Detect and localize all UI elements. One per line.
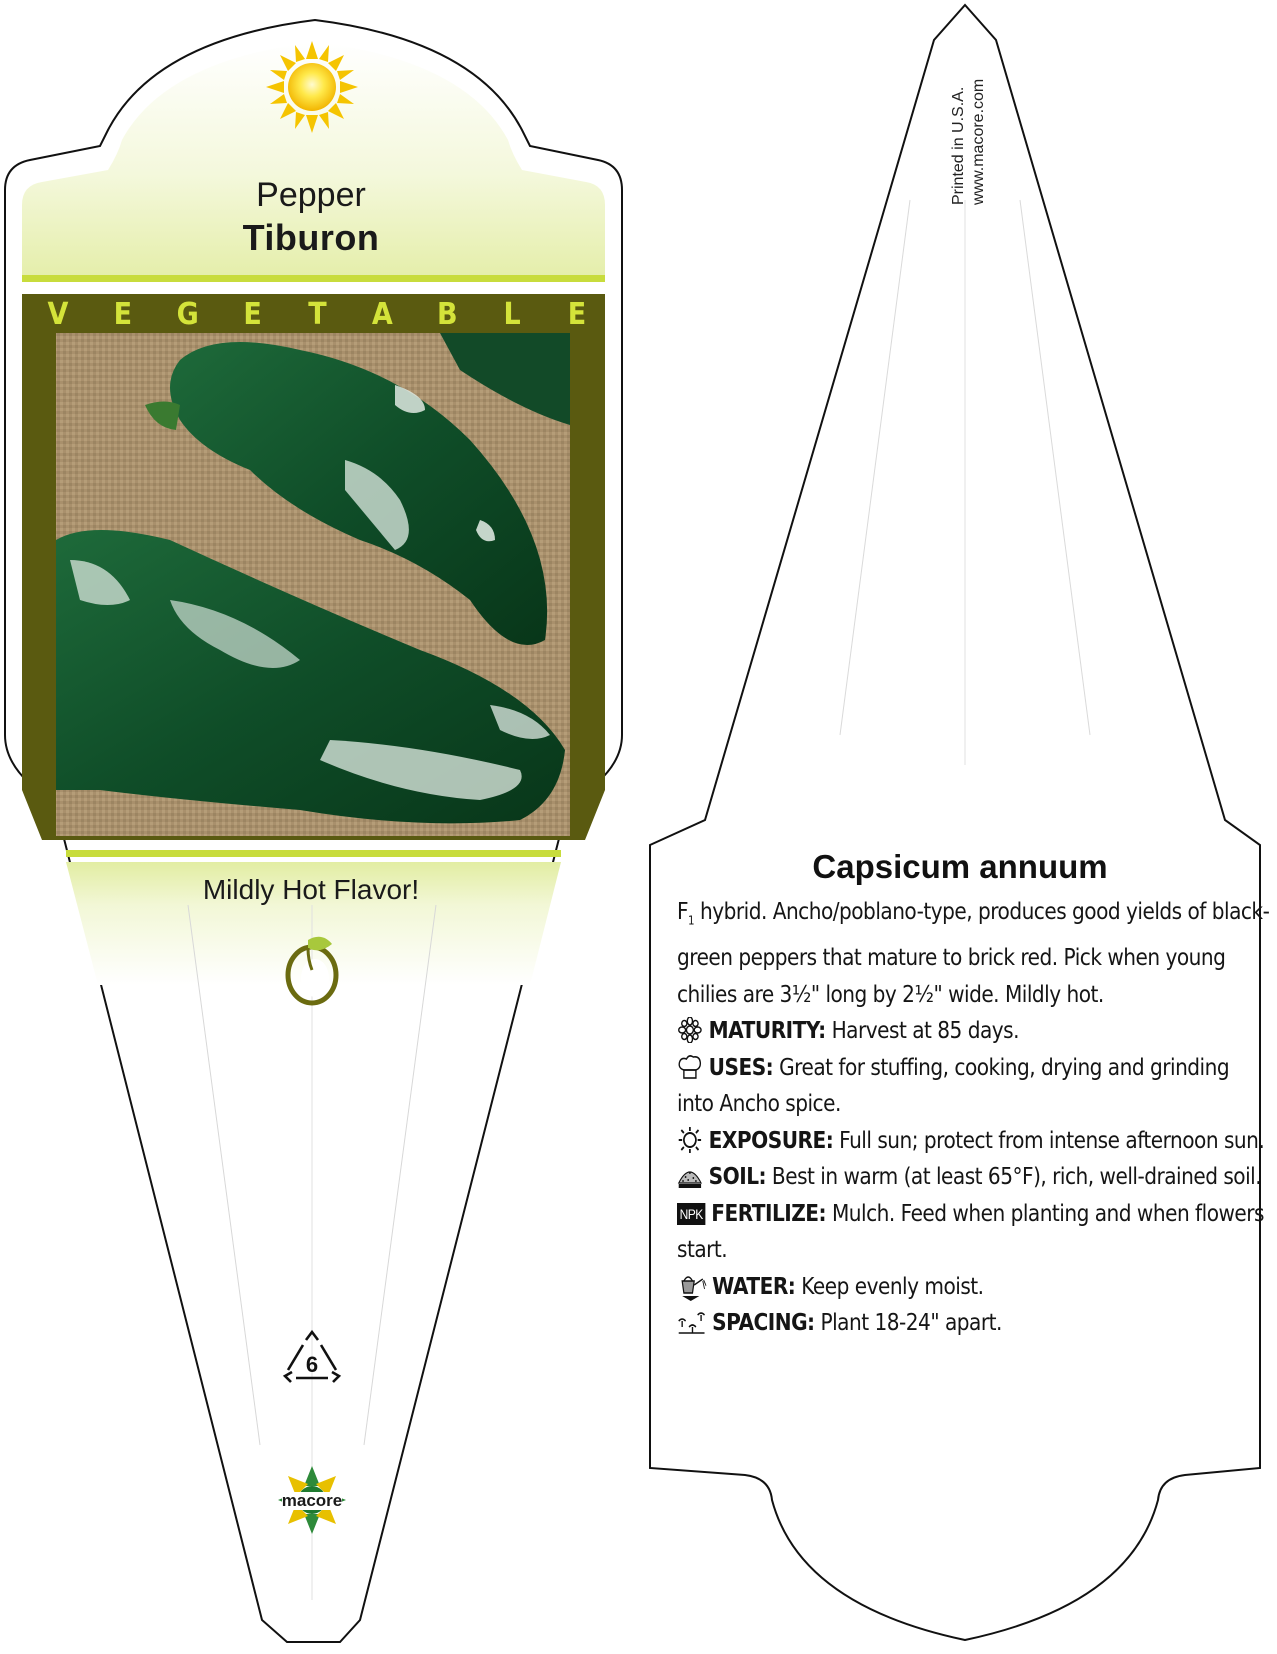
category-letter: L bbox=[503, 297, 521, 332]
spacing-section: SPACING: Plant 18-24" apart. bbox=[677, 1304, 1270, 1341]
sun-outline-icon bbox=[677, 1127, 703, 1153]
care-instructions bbox=[677, 893, 1270, 1341]
back-tag bbox=[640, 0, 1277, 1654]
soil-section: SOIL: Best in warm (at least 65°F), rich, well-drained soil. bbox=[677, 1158, 1270, 1195]
brand-name: macore bbox=[281, 1491, 343, 1510]
website-label: www.macore.com bbox=[970, 78, 987, 205]
fertilize-section: NPK FERTILIZE: Mulch. Feed when planting and when flowers start. bbox=[677, 1198, 1265, 1264]
tagline: Mildly Hot Flavor! bbox=[202, 874, 420, 905]
description: $F_1$ hybrid. Ancho/poblano-type, produces good yields of black-green peppers that mature to brick red. Pick when young chilies are 3½" long by 2½" wide. Mildly hot. bbox=[677, 897, 1270, 1008]
flower-icon bbox=[677, 1017, 703, 1043]
category-letter: T bbox=[308, 297, 327, 332]
plant-variety-name: Tiburon bbox=[242, 217, 380, 258]
soil-icon bbox=[677, 1163, 703, 1189]
printed-in-label: Printed in U.S.A. bbox=[950, 86, 967, 205]
watering-can-icon bbox=[677, 1271, 706, 1301]
npk-icon: NPK bbox=[677, 1203, 705, 1225]
category-letter: E bbox=[567, 297, 587, 332]
category-letter: E bbox=[113, 297, 133, 332]
category-letter: B bbox=[436, 297, 458, 332]
recycle-code: 6 bbox=[305, 1352, 319, 1377]
category-letter: G bbox=[176, 297, 199, 332]
chef-hat-icon bbox=[677, 1054, 703, 1080]
water-section: WATER: Keep evenly moist. bbox=[677, 1268, 1270, 1305]
category-letter: A bbox=[371, 297, 393, 332]
exposure-section: EXPOSURE: Full sun; protect from intense afternoon sun. bbox=[677, 1122, 1270, 1159]
spacing-sprouts-icon bbox=[677, 1309, 706, 1335]
category-label bbox=[40, 297, 595, 333]
category-letter: V bbox=[47, 297, 69, 332]
maturity-section: MATURITY: Harvest at 85 days. bbox=[677, 1012, 1270, 1049]
botanical-name: Capsicum annuum bbox=[812, 848, 1108, 885]
category-letter: E bbox=[243, 297, 262, 332]
plant-common-name: Pepper bbox=[256, 176, 366, 214]
uses-section: USES: Great for stuffing, cooking, drying and grinding into Ancho spice. bbox=[677, 1052, 1230, 1118]
